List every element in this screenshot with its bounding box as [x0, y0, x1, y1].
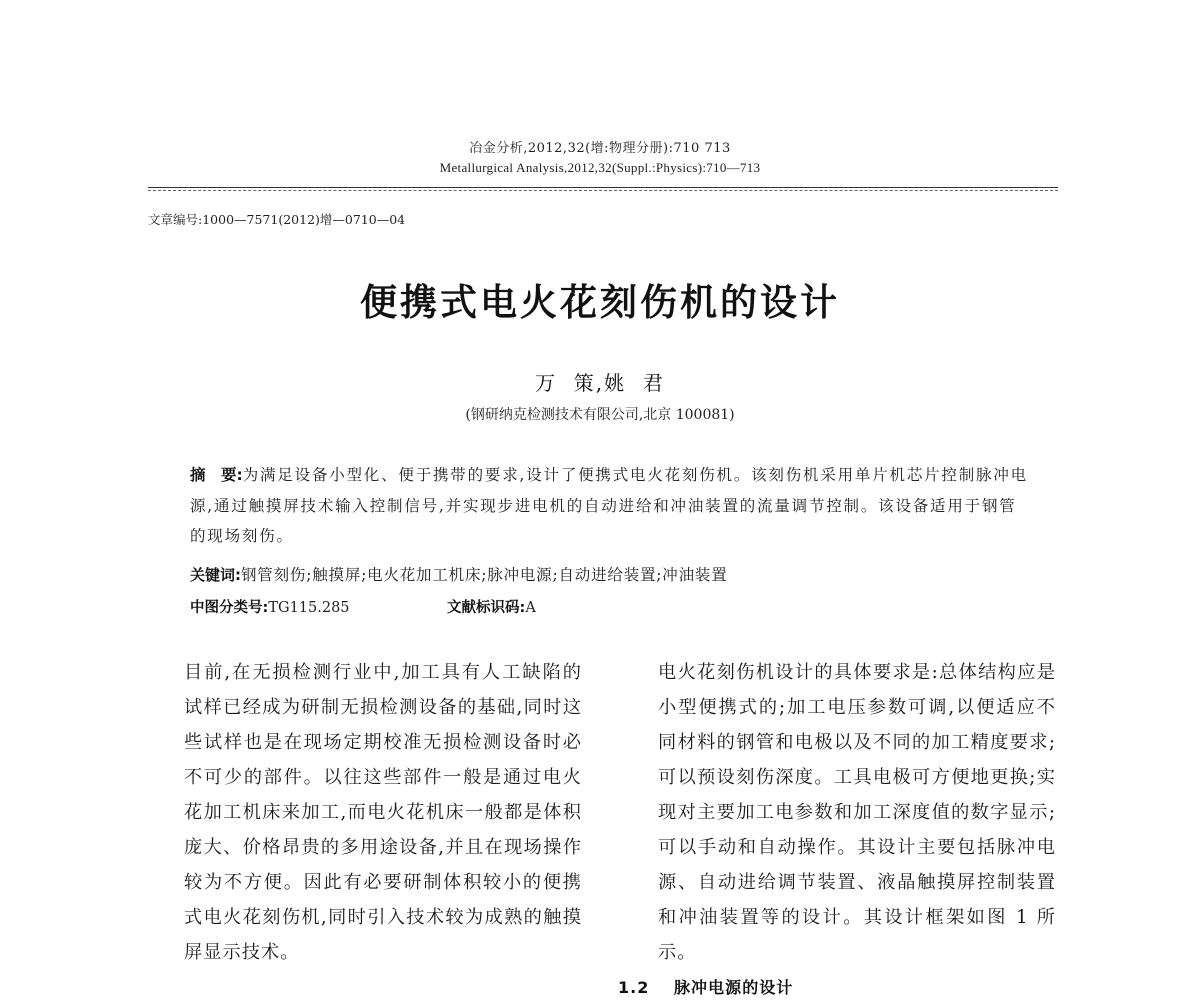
document-code-value: A — [525, 600, 536, 616]
authors: 万 策,姚 君 — [535, 371, 665, 395]
section-title: 脉冲电源的设计 — [674, 978, 794, 997]
abstract-label: 摘 要: — [190, 466, 243, 484]
keywords — [190, 563, 1050, 585]
document-code-label: 文献标识码: — [447, 600, 526, 616]
keywords-text: 钢管刻伤;触摸屏;电火花加工机床;脉冲电源;自动进给装置;冲油装置 — [241, 566, 728, 584]
header-rule — [148, 187, 1058, 188]
body-column-right — [618, 655, 1056, 1005]
classification-label: 中图分类号: — [190, 600, 269, 616]
body-paragraph: 电火花刻伤机设计的具体要求是:总体结构应是小型便携式的;加工电压参数可调,以便适应不同材料的钢管和电极以及不同的加工精度要求;可以预设刻伤深度。工具电极可方便地更换;实现对主要加工电参数和加工深度值的数字显示;可以手动和自动操作。其设计主要包括脉冲电源、自动进给调节装置、液晶触摸屏控制装置和冲油装置等的设计。其设计框架如图 1 所示。 — [658, 662, 1056, 963]
section-heading — [618, 970, 1056, 1005]
body-paragraph: 目前,在无损检测行业中,加工具有人工缺陷的试样已经成为研制无损检测设备的基础,同时这些试样也是在现场定期校准无损检测设备时必不可少的部件。以往这些部件一般是通过电火花加工机床来加工,而电火花机床一般都是体积庞大、价格昂贵的多用途设备,并且在现场操作较为不方便。因此有必要研制体积较小的便携式电火花刻伤机,同时引入技术较为成熟的触摸屏显示技术。 — [184, 662, 582, 963]
classification-value: TG115.285 — [268, 600, 350, 616]
document-code — [447, 596, 536, 617]
classification-number — [190, 596, 350, 617]
section-number: 1.2 — [618, 978, 650, 997]
body-column-left — [144, 655, 582, 970]
journal-citation-cn: 冶金分析,2012,32(增:物理分册):710 713 — [469, 141, 731, 156]
keywords-label: 关键词: — [190, 566, 241, 584]
paper-title: 便携式电火花刻伤机的设计 — [360, 281, 840, 324]
abstract — [190, 460, 1030, 552]
article-number: 文章编号:1000—7571(2012)增—0710—04 — [148, 212, 406, 227]
header-rule-secondary — [148, 190, 1058, 191]
affiliation: (钢研纳克检测技术有限公司,北京 100081) — [465, 407, 735, 423]
journal-citation-en: Metallurgical Analysis,2012,32(Suppl.:Physics):710—713 — [439, 160, 761, 175]
abstract-text: 为满足设备小型化、便于携带的要求,设计了便携式电火花刻伤机。该刻伤机采用单片机芯片控制脉冲电源,通过触摸屏技术输入控制信号,并实现步进电机的自动进给和冲油装置的流量调节控制。该设备适用于钢管的现场刻伤。 — [190, 466, 1028, 545]
